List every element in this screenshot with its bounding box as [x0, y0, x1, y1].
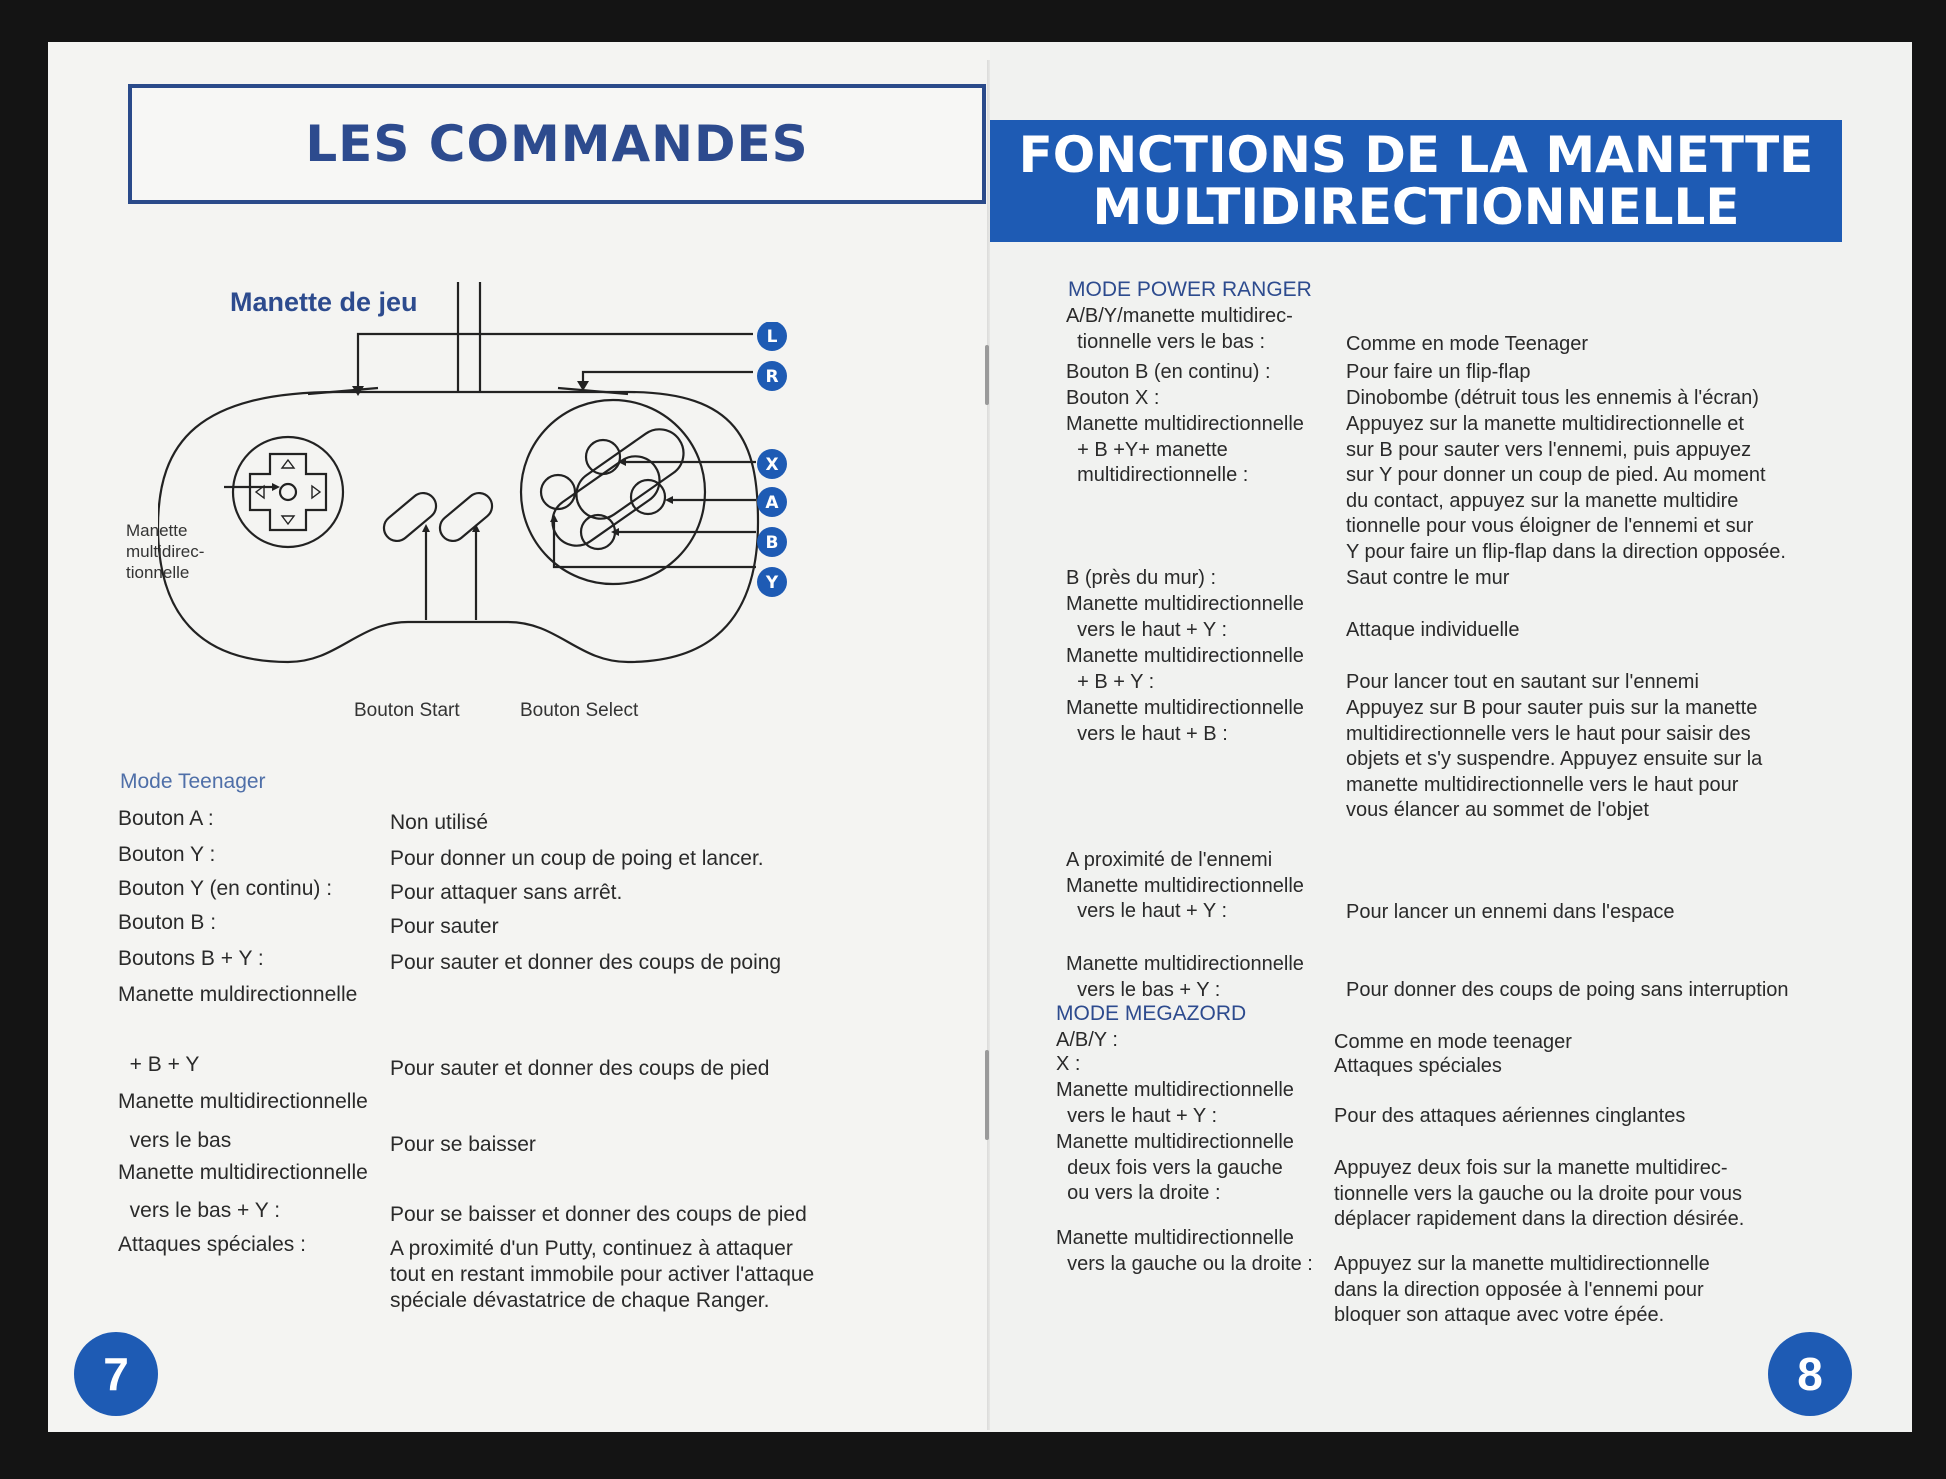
left-page: [48, 42, 990, 1432]
r-button-icon: [757, 361, 787, 391]
control-label: Bouton Y :: [118, 843, 216, 866]
right-page: [990, 42, 1912, 1432]
page-number-right: 8: [1768, 1332, 1852, 1416]
control-label: A/B/Y :: [1056, 1029, 1118, 1051]
control-description: Non utilisé: [390, 811, 489, 834]
control-description: Pour des attaques aériennes cinglantes: [1334, 1105, 1686, 1127]
l-button-icon: [757, 322, 787, 351]
button-badges: [752, 322, 796, 702]
right-title-line1: FONCTIONS DE LA MANETTE: [1018, 126, 1814, 184]
control-description: A proximité d'un Putty, continuez à attaquer tout en restant immobile pour activer l'attaque spéciale dévastatrice de chaque Ranger.: [390, 1237, 815, 1312]
control-description: Pour attaquer sans arrêt.: [390, 881, 623, 904]
control-label: A/B/Y/manette multidirec- tionnelle vers le bas :: [1066, 305, 1293, 353]
control-label: Manette multidirectionnelle: [118, 1090, 368, 1113]
left-page-title: LES COMMANDES: [305, 115, 809, 173]
control-label: vers le bas + Y :: [118, 1199, 281, 1222]
mode-power-ranger-title: MODE POWER RANGER: [1068, 278, 1312, 301]
control-description: Comme en mode Teenager: [1346, 333, 1588, 355]
control-label: A proximité de l'ennemi Manette multidirectionnelle vers le haut + Y :: [1066, 849, 1304, 922]
right-title-box: [990, 120, 1842, 242]
control-label: Attaques spéciales :: [118, 1233, 306, 1256]
staple-bottom: [985, 1050, 989, 1140]
y-button-icon: [757, 567, 787, 597]
control-description: Appuyez deux fois sur la manette multidirec- tionnelle vers la gauche ou la droite pour vous déplacer rapidement dans la direction désirée.: [1334, 1157, 1745, 1230]
control-label: Manette multidirectionnelle + B + Y :: [1066, 645, 1304, 693]
control-label: Manette multidirectionnelle vers le haut + Y :: [1056, 1079, 1294, 1127]
control-description: Pour lancer tout en sautant sur l'ennemi: [1346, 671, 1699, 693]
staple-top: [985, 345, 989, 405]
control-description: Pour sauter et donner des coups de pied: [390, 1057, 770, 1080]
control-label: Manette multidirectionnelle deux fois vers la gauche ou vers la droite :: [1056, 1131, 1294, 1204]
control-label: Bouton B :: [118, 911, 217, 934]
control-description: Pour se baisser et donner des coups de pied: [390, 1203, 807, 1226]
svg-text:R: R: [765, 367, 779, 387]
dpad-label: Manette multidirec- tionnelle: [126, 521, 205, 582]
right-title-line2: MULTIDIRECTIONNELLE: [1092, 178, 1740, 236]
mode-teenager-title: Mode Teenager: [120, 770, 266, 793]
control-label: Bouton Y (en continu) :: [118, 877, 333, 900]
control-description: Pour donner des coups de poing sans interruption: [1346, 979, 1789, 1001]
control-label: B (près du mur) :: [1066, 567, 1217, 589]
control-label: vers le bas: [118, 1129, 232, 1152]
control-description: Pour faire un flip-flap: [1346, 361, 1531, 383]
svg-text:X: X: [765, 455, 779, 475]
start-label: Bouton Start: [354, 700, 460, 721]
control-description: Dinobombe (détruit tous les ennemis à l'écran): [1346, 387, 1759, 409]
control-label: Manette muldirectionnelle: [118, 983, 358, 1006]
svg-text:Y: Y: [765, 573, 779, 593]
a-button-icon: [757, 487, 787, 517]
control-description: Pour sauter et donner des coups de poing: [390, 951, 782, 974]
svg-text:A: A: [765, 493, 779, 513]
mode-megazord-title: MODE MEGAZORD: [1056, 1002, 1247, 1025]
controller-diagram: [158, 282, 918, 762]
left-title-box: [128, 84, 986, 204]
control-description: Pour sauter: [390, 915, 499, 938]
control-description: Saut contre le mur: [1346, 567, 1510, 589]
control-description: Appuyez sur la manette multidirectionnelle dans la direction opposée à l'ennemi pour bloquer son attaque avec votre épée.: [1334, 1253, 1710, 1326]
control-label: Boutons B + Y :: [118, 947, 264, 970]
control-label: Manette multidirectionnelle: [118, 1161, 368, 1184]
control-description: Appuyez sur la manette multidirectionnelle et sur B pour sauter vers l'ennemi, puis appuyez sur Y pour donner un coup de pied. Au moment du contact, appuyez sur la manette multidire tionnelle pour vous éloigner de l'ennemi et sur Y pour faire un flip-flap dans la direction opposée.: [1346, 413, 1786, 563]
control-description: Pour se baisser: [390, 1133, 536, 1156]
control-label: Manette multidirectionnelle vers le haut + Y :: [1066, 593, 1304, 641]
control-label: Manette multidirectionnelle + B +Y+ manette multidirectionnelle :: [1066, 413, 1304, 486]
svg-text:L: L: [766, 327, 778, 347]
svg-text:B: B: [765, 533, 779, 553]
control-description: Pour lancer un ennemi dans l'espace: [1346, 901, 1675, 923]
control-label: Bouton A :: [118, 807, 214, 830]
controller-title: Manette de jeu: [230, 287, 418, 317]
control-label: Bouton B (en continu) :: [1066, 361, 1271, 383]
control-description: Attaques spéciales: [1334, 1055, 1502, 1077]
control-label: Manette multidirectionnelle vers la gauche ou la droite :: [1056, 1227, 1313, 1275]
page-number-left: 7: [74, 1332, 158, 1416]
control-label: Bouton X :: [1066, 387, 1160, 409]
select-label: Bouton Select: [520, 700, 639, 721]
control-label: Manette multidirectionnelle vers le bas + Y :: [1066, 953, 1304, 1001]
control-description: Pour donner un coup de poing et lancer.: [390, 847, 764, 870]
control-label: X :: [1056, 1053, 1081, 1075]
control-description: Appuyez sur B pour sauter puis sur la manette multidirectionnelle vers le haut pour saisir des objets et s'y suspendre. Appuyez ensuite sur la manette multidirectionnelle vers le haut pour vous élancer au sommet de l'objet: [1346, 697, 1763, 821]
control-label: + B + Y: [118, 1053, 200, 1076]
control-description: Comme en mode teenager: [1334, 1031, 1572, 1053]
b-button-icon: [757, 527, 787, 557]
x-button-icon: [757, 449, 787, 479]
control-label: Manette multidirectionnelle vers le haut + B :: [1066, 697, 1304, 745]
control-description: Attaque individuelle: [1346, 619, 1520, 641]
